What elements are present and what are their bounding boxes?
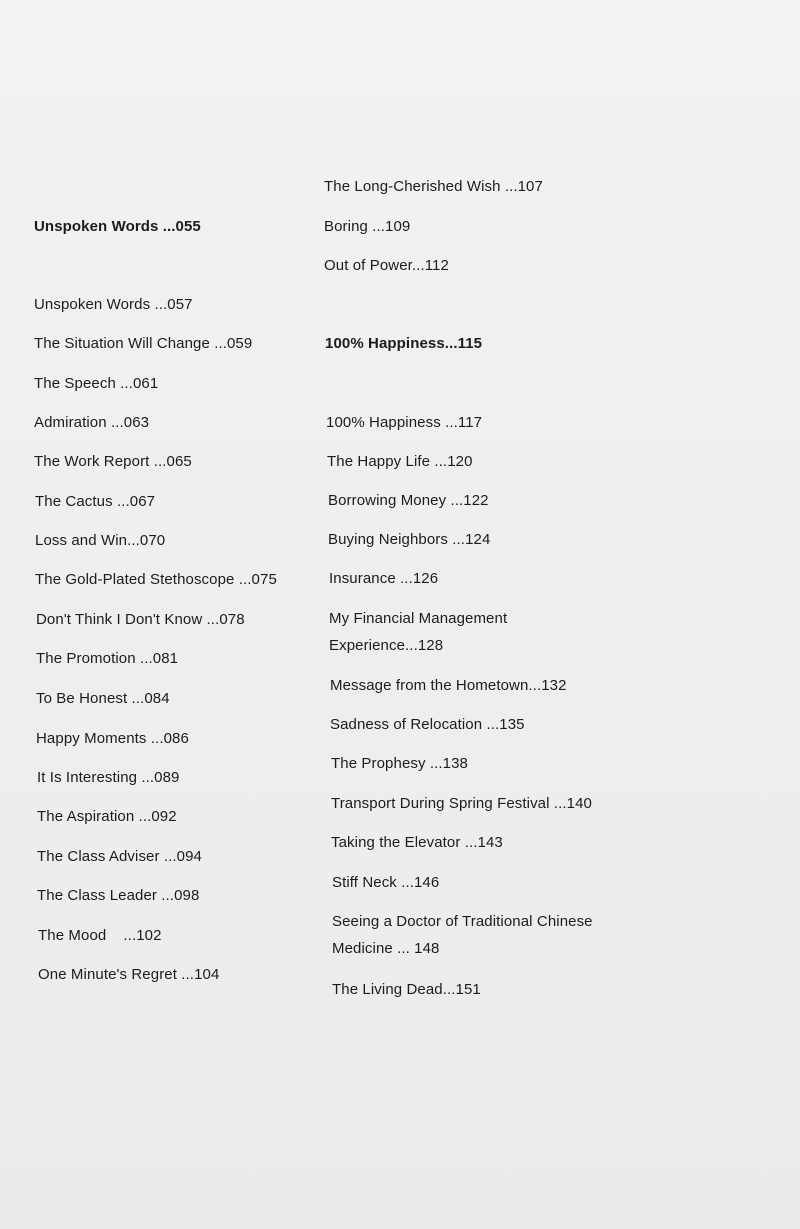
toc-entry: My Financial Management Experience...128 xyxy=(329,610,508,654)
toc-entry: Insurance ...126 xyxy=(329,570,439,587)
toc-entry: The Aspiration ...092 xyxy=(37,808,177,825)
toc-entry: Out of Power...112 xyxy=(324,257,449,274)
toc-entry: The Class Leader ...098 xyxy=(37,887,200,904)
toc-entry: It Is Interesting ...089 xyxy=(37,769,180,786)
toc-entry: The Mood ...102 xyxy=(38,927,162,944)
toc-entry: The Happy Life ...120 xyxy=(327,453,473,470)
toc-entry: 100% Happiness ...117 xyxy=(326,414,483,431)
toc-entry: The Prophesy ...138 xyxy=(331,755,468,772)
toc-entry: Stiff Neck ...146 xyxy=(332,874,440,891)
toc-entry: Unspoken Words ...055 xyxy=(34,218,201,235)
toc-entry: One Minute's Regret ...104 xyxy=(38,966,220,983)
toc-entry: Buying Neighbors ...124 xyxy=(328,531,491,548)
toc-entry: Loss and Win...070 xyxy=(35,532,166,549)
toc-entry: Happy Moments ...086 xyxy=(36,730,189,747)
toc-entry: The Promotion ...081 xyxy=(36,650,179,667)
toc-entry: Sadness of Relocation ...135 xyxy=(330,716,525,733)
toc-entry: Don't Think I Don't Know ...078 xyxy=(36,611,245,628)
toc-entry: The Cactus ...067 xyxy=(35,493,156,510)
toc-entry: 100% Happiness...115 xyxy=(325,335,483,352)
toc-entry: The Gold-Plated Stethoscope ...075 xyxy=(35,571,277,588)
toc-entry: To Be Honest ...084 xyxy=(36,690,170,707)
toc-entry: Borrowing Money ...122 xyxy=(328,492,489,509)
toc-entry: The Situation Will Change ...059 xyxy=(34,335,253,352)
toc-entry: The Class Adviser ...094 xyxy=(37,848,202,865)
toc-entry: Message from the Hometown...132 xyxy=(330,677,567,694)
toc-entry: Unspoken Words ...057 xyxy=(34,296,193,313)
toc-entry: Transport During Spring Festival ...140 xyxy=(331,795,592,812)
toc-entry: Taking the Elevator ...143 xyxy=(331,834,503,851)
toc-entry: The Living Dead...151 xyxy=(332,981,481,998)
toc-entry: The Work Report ...065 xyxy=(34,453,192,470)
toc-entry: Seeing a Doctor of Traditional Chinese Medicine ... 148 xyxy=(332,913,593,957)
toc-entry: The Long-Cherished Wish ...107 xyxy=(324,178,543,195)
toc-entry: Admiration ...063 xyxy=(34,414,150,431)
toc-entry: Boring ...109 xyxy=(324,218,411,235)
toc-entry: The Speech ...061 xyxy=(34,375,159,392)
